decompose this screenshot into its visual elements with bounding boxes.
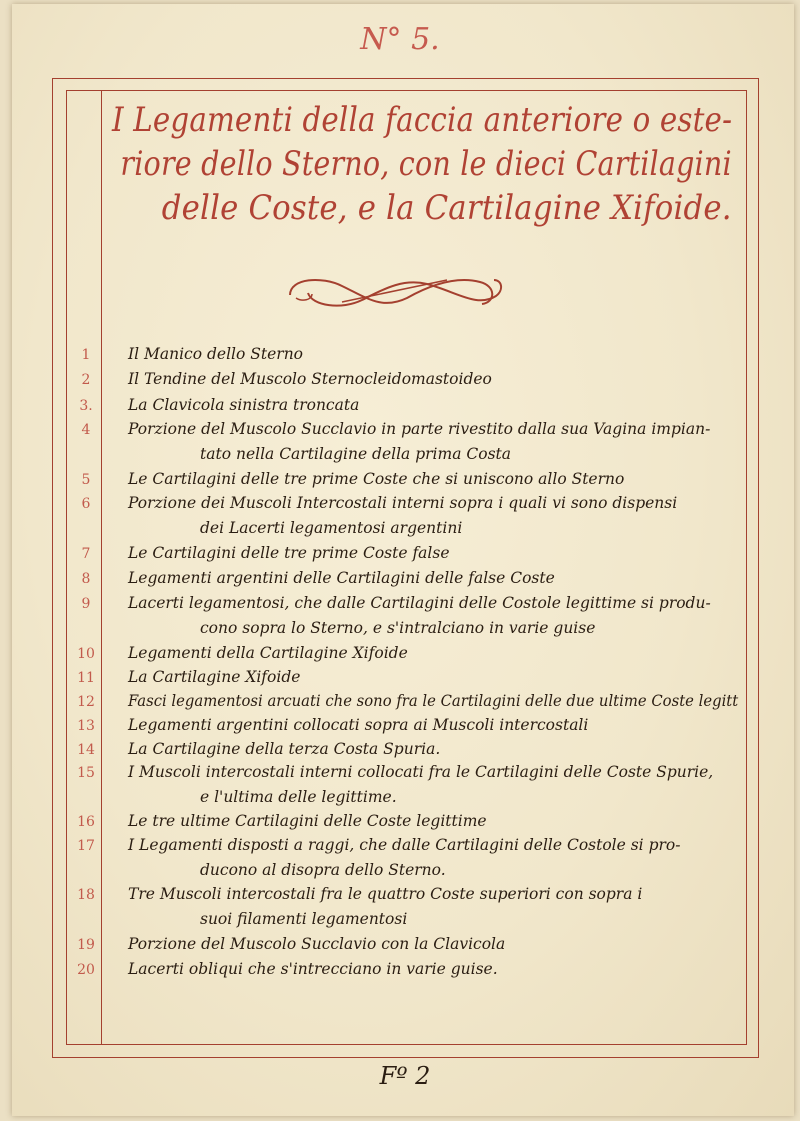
entry-text: Porzione dei Muscoli Intercostali interni sopra i quali vi sono dispensi bbox=[128, 494, 678, 512]
entry-text: I Legamenti disposti a raggi, che dalle Cartilagini delle Costole si pro- bbox=[128, 836, 681, 854]
page-title bbox=[112, 98, 732, 230]
entry-number: 4 bbox=[81, 422, 91, 438]
folio-mark: Fº 2 bbox=[379, 1062, 431, 1090]
entry-number: 11 bbox=[77, 670, 95, 686]
entry-number: 17 bbox=[77, 838, 95, 854]
entry-number: 16 bbox=[77, 814, 95, 830]
entry-number: 13 bbox=[77, 718, 95, 734]
entry-text: La Cartilagine della terza Costa Spuria. bbox=[128, 740, 441, 758]
entry-number: 19 bbox=[77, 937, 95, 953]
entry-text: Fasci legamentosi arcuati che sono fra le Cartilagini delle due ultime Coste legitt bbox=[128, 692, 739, 710]
entry-text: tato nella Cartilagine della prima Costa bbox=[200, 445, 511, 463]
entry-number: 18 bbox=[77, 887, 95, 903]
entry-text: ducono al disopra dello Sterno. bbox=[200, 861, 446, 879]
entry-text: Lacerti obliqui che s'intrecciano in varie guise. bbox=[128, 960, 498, 978]
entry-number: 6 bbox=[81, 496, 91, 512]
entry-number: 8 bbox=[81, 571, 91, 587]
entry-number: 14 bbox=[77, 742, 95, 758]
title-line-3: delle Coste, e la Cartilagine Xifoide. bbox=[161, 188, 732, 228]
entry-text: suoi filamenti legamentosi bbox=[200, 910, 408, 928]
entry-number: 2 bbox=[81, 372, 91, 388]
entry-text: I Muscoli intercostali interni collocati fra le Cartilagini delle Coste Spurie, bbox=[128, 763, 714, 781]
entry-number: 9 bbox=[81, 596, 91, 612]
entry-number: 12 bbox=[77, 694, 95, 710]
entry-text: Porzione del Muscolo Succlavio con la Clavicola bbox=[128, 935, 506, 953]
entry-number: 1 bbox=[81, 347, 91, 363]
entry-text: cono sopra lo Sterno, e s'intralciano in varie guise bbox=[200, 619, 596, 637]
entry-number: 5 bbox=[81, 472, 91, 488]
entry-text: Tre Muscoli intercostali fra le quattro Coste superiori con sopra i bbox=[128, 885, 643, 903]
flourish-ornament bbox=[282, 268, 508, 318]
entry-text: Le Cartilagini delle tre prime Coste false bbox=[128, 544, 450, 562]
entry-text: Porzione del Muscolo Succlavio in parte rivestito dalla sua Vagina impian- bbox=[128, 420, 711, 438]
entry-text: Il Tendine del Muscolo Sternocleidomastoideo bbox=[128, 370, 492, 388]
entry-number: 7 bbox=[81, 546, 91, 562]
entry-text: Legamenti argentini delle Cartilagini delle false Coste bbox=[128, 569, 555, 587]
title-line-2: riore dello Sterno, con le dieci Cartilagini bbox=[120, 144, 732, 184]
plate-number: N° 5. bbox=[360, 22, 440, 57]
entry-text: Lacerti legamentosi, che dalle Cartilagini delle Costole legittime si produ- bbox=[128, 594, 711, 612]
entry-text: Il Manico dello Sterno bbox=[128, 345, 304, 363]
entry-number: 10 bbox=[77, 646, 95, 662]
entry-text: Legamenti della Cartilagine Xifoide bbox=[128, 644, 408, 662]
title-line-1: I Legamenti della faccia anteriore o este- bbox=[112, 100, 733, 140]
entry-text: dei Lacerti legamentosi argentini bbox=[200, 519, 463, 537]
entry-text: e l'ultima delle legittime. bbox=[200, 788, 397, 806]
entry-number: 15 bbox=[77, 765, 95, 781]
entry-text: Le Cartilagini delle tre prime Coste che si uniscono allo Sterno bbox=[128, 470, 625, 488]
entry-number: 3. bbox=[79, 398, 93, 414]
entry-text: La Cartilagine Xifoide bbox=[128, 668, 301, 686]
entry-number: 20 bbox=[77, 962, 95, 978]
entry-text: La Clavicola sinistra troncata bbox=[128, 396, 360, 414]
entry-text: Le tre ultime Cartilagini delle Coste legittime bbox=[128, 812, 487, 830]
entry-text: Legamenti argentini collocati sopra ai Muscoli intercostali bbox=[128, 716, 589, 734]
